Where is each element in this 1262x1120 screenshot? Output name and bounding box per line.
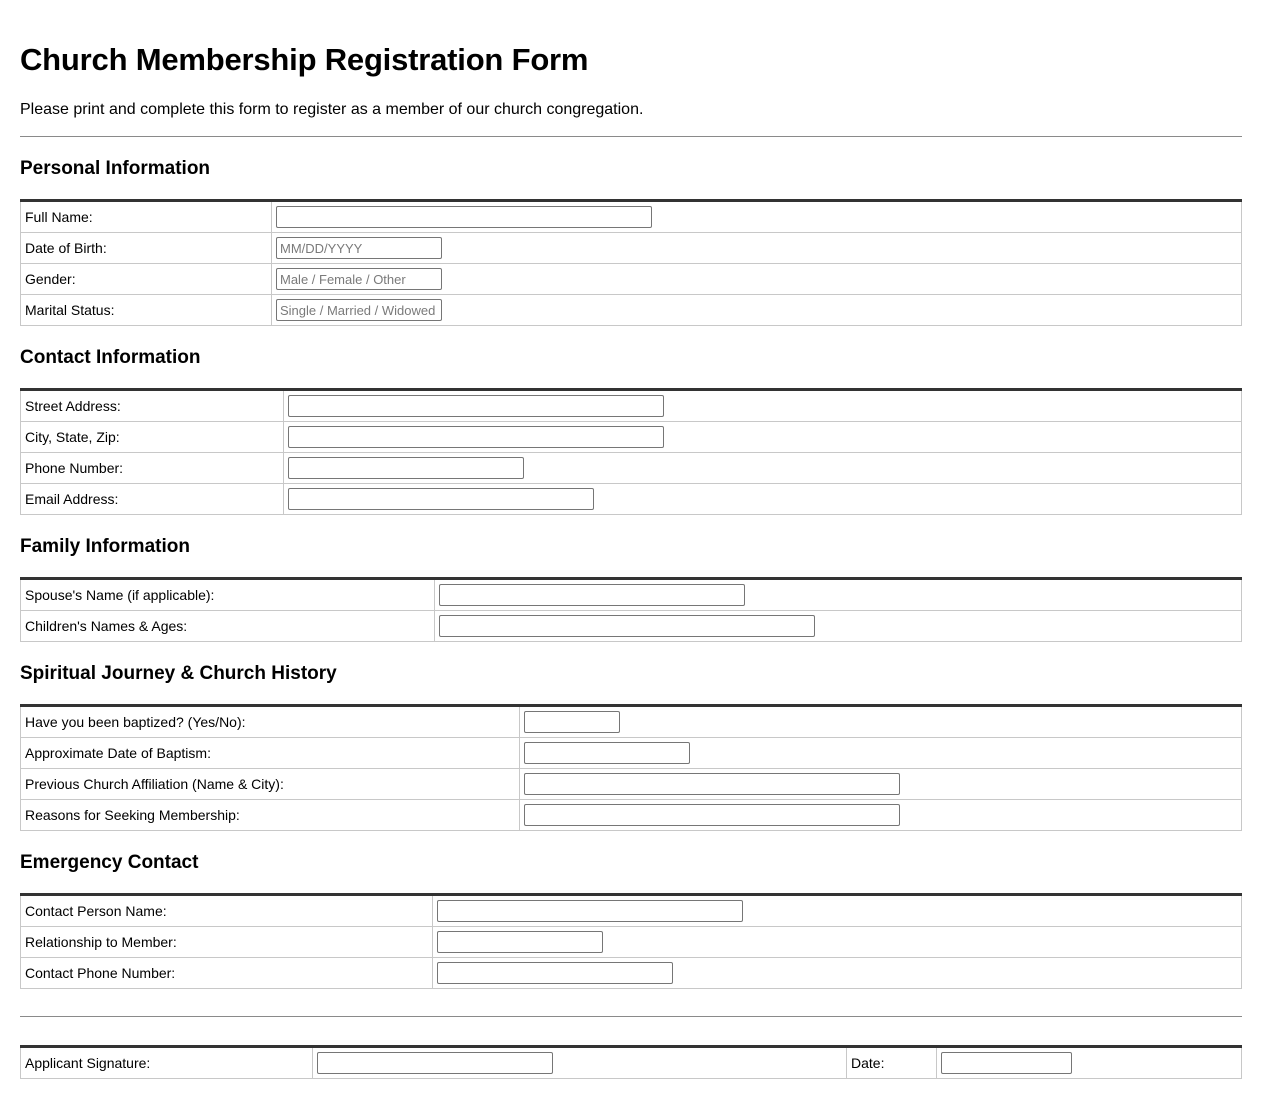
- table-row: [21, 738, 1242, 769]
- gender-label: Gender:: [21, 264, 272, 295]
- baptism-date-input[interactable]: [524, 742, 690, 764]
- table-row: [21, 706, 1242, 738]
- intro-text: Please print and complete this form to register as a member of our church congregation.: [20, 101, 644, 118]
- table-row: [21, 800, 1242, 831]
- spouse-name-input[interactable]: [439, 584, 745, 606]
- signature-label: Applicant Signature:: [21, 1047, 313, 1079]
- phone-number-input[interactable]: [288, 457, 524, 479]
- membership-reasons-label: Reasons for Seeking Membership:: [21, 800, 520, 831]
- personal-info-table: [20, 199, 1242, 326]
- table-row: [21, 201, 1242, 233]
- table-row: [21, 927, 1242, 958]
- previous-church-label: Previous Church Affiliation (Name & City):: [21, 769, 520, 800]
- section-heading-emergency: Emergency Contact: [20, 852, 199, 873]
- street-address-input[interactable]: [288, 395, 664, 417]
- table-row: [21, 422, 1242, 453]
- signature-input[interactable]: [317, 1052, 553, 1074]
- form-page: [20, 0, 1242, 1079]
- city-state-zip-input[interactable]: [288, 426, 664, 448]
- email-address-label: Email Address:: [21, 484, 284, 515]
- baptized-input[interactable]: [524, 711, 620, 733]
- table-row: [21, 295, 1242, 326]
- street-address-label: Street Address:: [21, 390, 284, 422]
- spiritual-journey-table: [20, 704, 1242, 831]
- emergency-contact-table: [20, 893, 1242, 989]
- marital-status-input[interactable]: [276, 299, 442, 321]
- section-heading-contact: Contact Information: [20, 347, 201, 368]
- phone-number-label: Phone Number:: [21, 453, 284, 484]
- baptized-label: Have you been baptized? (Yes/No):: [21, 706, 520, 738]
- spouse-name-label: Spouse's Name (if applicable):: [21, 579, 435, 611]
- dob-input[interactable]: [276, 237, 442, 259]
- table-row: [21, 233, 1242, 264]
- relationship-input[interactable]: [437, 931, 603, 953]
- table-row: [21, 264, 1242, 295]
- dob-label: Date of Birth:: [21, 233, 272, 264]
- contact-person-label: Contact Person Name:: [21, 895, 433, 927]
- relationship-label: Relationship to Member:: [21, 927, 433, 958]
- full-name-label: Full Name:: [21, 201, 272, 233]
- page-title: Church Membership Registration Form: [20, 42, 589, 77]
- contact-person-input[interactable]: [437, 900, 743, 922]
- section-heading-spiritual: Spiritual Journey & Church History: [20, 663, 337, 684]
- divider: [20, 136, 1242, 137]
- table-row: [21, 611, 1242, 642]
- contact-info-table: [20, 388, 1242, 515]
- email-address-input[interactable]: [288, 488, 594, 510]
- divider: [20, 1016, 1242, 1017]
- table-row: [21, 769, 1242, 800]
- table-row: [21, 1047, 1242, 1079]
- gender-input[interactable]: [276, 268, 442, 290]
- section-heading-personal: Personal Information: [20, 158, 211, 179]
- table-row: [21, 390, 1242, 422]
- children-names-label: Children's Names & Ages:: [21, 611, 435, 642]
- date-label: Date:: [847, 1047, 937, 1079]
- full-name-input[interactable]: [276, 206, 652, 228]
- contact-phone-label: Contact Phone Number:: [21, 958, 433, 989]
- previous-church-input[interactable]: [524, 773, 900, 795]
- marital-status-label: Marital Status:: [21, 295, 272, 326]
- signature-date-input[interactable]: [941, 1052, 1072, 1074]
- membership-reasons-input[interactable]: [524, 804, 900, 826]
- table-row: [21, 958, 1242, 989]
- table-row: [21, 895, 1242, 927]
- signature-table: [20, 1045, 1242, 1079]
- table-row: [21, 484, 1242, 515]
- table-row: [21, 453, 1242, 484]
- contact-phone-input[interactable]: [437, 962, 673, 984]
- baptism-date-label: Approximate Date of Baptism:: [21, 738, 520, 769]
- family-info-table: [20, 577, 1242, 642]
- children-names-input[interactable]: [439, 615, 815, 637]
- table-row: [21, 579, 1242, 611]
- section-heading-family: Family Information: [20, 536, 190, 557]
- city-state-zip-label: City, State, Zip:: [21, 422, 284, 453]
